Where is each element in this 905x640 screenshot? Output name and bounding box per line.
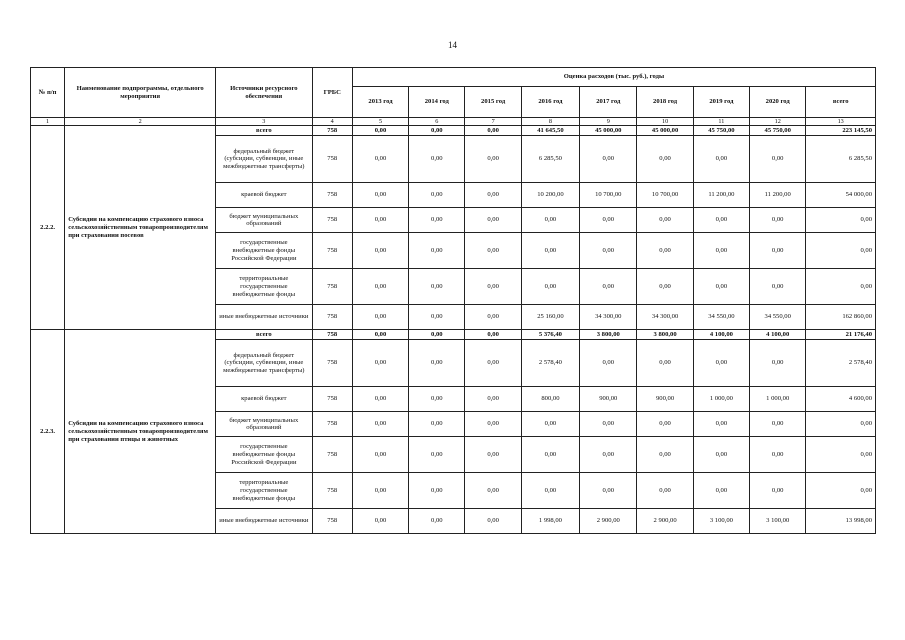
value-cell: 0,00 bbox=[409, 340, 465, 387]
header-year: 2018 год bbox=[637, 87, 693, 118]
value-cell: 0,00 bbox=[750, 340, 806, 387]
value-cell: 45 750,00 bbox=[693, 126, 749, 136]
value-cell: 0,00 bbox=[352, 233, 408, 269]
value-cell: 0,00 bbox=[352, 473, 408, 509]
value-cell: 0,00 bbox=[409, 208, 465, 233]
total-cell: 0,00 bbox=[806, 233, 876, 269]
header-year: 2019 год bbox=[693, 87, 749, 118]
value-cell: 0,00 bbox=[352, 183, 408, 208]
value-cell: 0,00 bbox=[580, 340, 637, 387]
value-cell: 0,00 bbox=[521, 233, 579, 269]
value-cell: 0,00 bbox=[521, 412, 579, 437]
value-cell: 0,00 bbox=[352, 305, 408, 330]
value-cell: 10 700,00 bbox=[580, 183, 637, 208]
value-cell: 0,00 bbox=[465, 509, 521, 534]
value-cell: 0,00 bbox=[637, 208, 693, 233]
value-cell: 0,00 bbox=[580, 136, 637, 183]
value-cell: 0,00 bbox=[465, 208, 521, 233]
value-cell: 0,00 bbox=[409, 136, 465, 183]
value-cell: 4 100,00 bbox=[693, 330, 749, 340]
total-cell: 223 145,50 bbox=[806, 126, 876, 136]
source-cell: иные внебюджетные источники bbox=[216, 509, 313, 534]
value-cell: 0,00 bbox=[637, 233, 693, 269]
value-cell: 0,00 bbox=[465, 136, 521, 183]
value-cell: 0,00 bbox=[637, 136, 693, 183]
header-year: 2014 год bbox=[409, 87, 465, 118]
value-cell: 34 300,00 bbox=[580, 305, 637, 330]
value-cell: 34 550,00 bbox=[693, 305, 749, 330]
header-sources: Источники ресурсного обеспечения bbox=[216, 68, 313, 118]
total-cell: 0,00 bbox=[806, 208, 876, 233]
index-cell: 1 bbox=[31, 118, 65, 126]
value-cell: 10 200,00 bbox=[521, 183, 579, 208]
total-cell: 54 000,00 bbox=[806, 183, 876, 208]
source-cell: краевой бюджет bbox=[216, 387, 313, 412]
index-cell: 3 bbox=[216, 118, 313, 126]
grbs-cell: 758 bbox=[312, 340, 352, 387]
index-cell: 10 bbox=[637, 118, 693, 126]
value-cell: 3 800,00 bbox=[637, 330, 693, 340]
value-cell: 1 000,00 bbox=[693, 387, 749, 412]
total-cell: 0,00 bbox=[806, 473, 876, 509]
source-cell: государственные внебюджетные фонды Российской Федерации bbox=[216, 437, 313, 473]
value-cell: 2 900,00 bbox=[580, 509, 637, 534]
index-cell: 6 bbox=[409, 118, 465, 126]
value-cell: 0,00 bbox=[693, 233, 749, 269]
value-cell: 0,00 bbox=[637, 437, 693, 473]
value-cell: 0,00 bbox=[465, 305, 521, 330]
value-cell: 0,00 bbox=[409, 412, 465, 437]
value-cell: 0,00 bbox=[352, 136, 408, 183]
index-cell: 2 bbox=[65, 118, 216, 126]
value-cell: 0,00 bbox=[465, 269, 521, 305]
value-cell: 25 160,00 bbox=[521, 305, 579, 330]
header-year: 2020 год bbox=[750, 87, 806, 118]
header-year: 2015 год bbox=[465, 87, 521, 118]
value-cell: 11 200,00 bbox=[750, 183, 806, 208]
value-cell: 0,00 bbox=[750, 437, 806, 473]
value-cell: 0,00 bbox=[580, 437, 637, 473]
value-cell: 0,00 bbox=[465, 330, 521, 340]
grbs-cell: 758 bbox=[312, 509, 352, 534]
value-cell: 0,00 bbox=[352, 208, 408, 233]
value-cell: 0,00 bbox=[693, 340, 749, 387]
header-year: 2013 год bbox=[352, 87, 408, 118]
value-cell: 3 100,00 bbox=[750, 509, 806, 534]
value-cell: 3 100,00 bbox=[693, 509, 749, 534]
index-cell: 12 bbox=[750, 118, 806, 126]
value-cell: 0,00 bbox=[352, 387, 408, 412]
value-cell: 0,00 bbox=[693, 208, 749, 233]
value-cell: 800,00 bbox=[521, 387, 579, 412]
total-cell: 0,00 bbox=[806, 437, 876, 473]
header-year: 2017 год bbox=[580, 87, 637, 118]
index-cell: 11 bbox=[693, 118, 749, 126]
value-cell: 0,00 bbox=[352, 412, 408, 437]
value-cell: 0,00 bbox=[409, 233, 465, 269]
source-cell: федеральный бюджет (субсидии, субвенции, иные межбюджетные трансферты) bbox=[216, 340, 313, 387]
grbs-cell: 758 bbox=[312, 183, 352, 208]
table-row bbox=[31, 330, 876, 340]
value-cell: 10 700,00 bbox=[637, 183, 693, 208]
index-cell: 4 bbox=[312, 118, 352, 126]
item-name: Субсидии на компенсацию страхового взноса сельскохозяйственным товаропроизводителям при страховании посевов bbox=[65, 126, 216, 330]
value-cell: 0,00 bbox=[465, 233, 521, 269]
header-name: Наименование подпрограммы, отдельного мероприятия bbox=[65, 68, 216, 118]
value-cell: 45 750,00 bbox=[750, 126, 806, 136]
value-cell: 11 200,00 bbox=[693, 183, 749, 208]
value-cell: 0,00 bbox=[693, 437, 749, 473]
value-cell: 45 000,00 bbox=[637, 126, 693, 136]
value-cell: 0,00 bbox=[409, 305, 465, 330]
header-num: № п/п bbox=[31, 68, 65, 118]
value-cell: 0,00 bbox=[352, 269, 408, 305]
value-cell: 34 550,00 bbox=[750, 305, 806, 330]
grbs-cell: 758 bbox=[312, 412, 352, 437]
budget-table bbox=[30, 67, 876, 534]
source-cell: федеральный бюджет (субсидии, субвенции, иные межбюджетные трансферты) bbox=[216, 136, 313, 183]
source-cell: территориальные государственные внебюджетные фонды bbox=[216, 269, 313, 305]
value-cell: 900,00 bbox=[580, 387, 637, 412]
grbs-cell: 758 bbox=[312, 126, 352, 136]
source-cell: бюджет муниципальных образований bbox=[216, 412, 313, 437]
value-cell: 0,00 bbox=[465, 473, 521, 509]
value-cell: 0,00 bbox=[750, 136, 806, 183]
value-cell: 1 998,00 bbox=[521, 509, 579, 534]
value-cell: 0,00 bbox=[409, 126, 465, 136]
value-cell: 0,00 bbox=[580, 208, 637, 233]
value-cell: 0,00 bbox=[693, 412, 749, 437]
header-estimate: Оценка расходов (тыс. руб.), годы bbox=[352, 68, 875, 87]
value-cell: 0,00 bbox=[465, 437, 521, 473]
value-cell: 0,00 bbox=[409, 183, 465, 208]
header-year: 2016 год bbox=[521, 87, 579, 118]
grbs-cell: 758 bbox=[312, 269, 352, 305]
value-cell: 0,00 bbox=[409, 330, 465, 340]
index-cell: 8 bbox=[521, 118, 579, 126]
item-name: Субсидии на компенсацию страхового взноса сельскохозяйственным товаропроизводителям при страховании птицы и животных bbox=[65, 330, 216, 534]
value-cell: 0,00 bbox=[693, 473, 749, 509]
value-cell: 4 100,00 bbox=[750, 330, 806, 340]
source-cell: всего bbox=[216, 126, 313, 136]
value-cell: 0,00 bbox=[465, 412, 521, 437]
total-cell: 13 998,00 bbox=[806, 509, 876, 534]
grbs-cell: 758 bbox=[312, 136, 352, 183]
value-cell: 34 300,00 bbox=[637, 305, 693, 330]
value-cell: 0,00 bbox=[409, 473, 465, 509]
total-cell: 162 860,00 bbox=[806, 305, 876, 330]
source-cell: иные внебюджетные источники bbox=[216, 305, 313, 330]
total-cell: 2 578,40 bbox=[806, 340, 876, 387]
value-cell: 0,00 bbox=[637, 473, 693, 509]
value-cell: 900,00 bbox=[637, 387, 693, 412]
index-cell: 9 bbox=[580, 118, 637, 126]
total-cell: 0,00 bbox=[806, 269, 876, 305]
value-cell: 2 578,40 bbox=[521, 340, 579, 387]
source-cell: краевой бюджет bbox=[216, 183, 313, 208]
value-cell: 0,00 bbox=[409, 437, 465, 473]
total-cell: 0,00 bbox=[806, 412, 876, 437]
value-cell: 41 645,50 bbox=[521, 126, 579, 136]
table-row bbox=[31, 126, 876, 136]
value-cell: 0,00 bbox=[637, 412, 693, 437]
header-total: всего bbox=[806, 87, 876, 118]
value-cell: 0,00 bbox=[521, 437, 579, 473]
value-cell: 0,00 bbox=[352, 437, 408, 473]
value-cell: 0,00 bbox=[465, 387, 521, 412]
grbs-cell: 758 bbox=[312, 473, 352, 509]
source-cell: бюджет муниципальных образований bbox=[216, 208, 313, 233]
grbs-cell: 758 bbox=[312, 387, 352, 412]
index-cell: 5 bbox=[352, 118, 408, 126]
value-cell: 1 000,00 bbox=[750, 387, 806, 412]
grbs-cell: 758 bbox=[312, 208, 352, 233]
index-cell: 7 bbox=[465, 118, 521, 126]
value-cell: 0,00 bbox=[637, 269, 693, 305]
item-code: 2.2.2. bbox=[31, 126, 65, 330]
grbs-cell: 758 bbox=[312, 330, 352, 340]
value-cell: 0,00 bbox=[750, 233, 806, 269]
value-cell: 0,00 bbox=[750, 473, 806, 509]
value-cell: 0,00 bbox=[750, 208, 806, 233]
total-cell: 6 285,50 bbox=[806, 136, 876, 183]
value-cell: 0,00 bbox=[521, 473, 579, 509]
value-cell: 0,00 bbox=[580, 233, 637, 269]
source-cell: государственные внебюджетные фонды Российской Федерации bbox=[216, 233, 313, 269]
source-cell: всего bbox=[216, 330, 313, 340]
value-cell: 0,00 bbox=[693, 269, 749, 305]
value-cell: 0,00 bbox=[409, 387, 465, 412]
source-cell: территориальные государственные внебюджетные фонды bbox=[216, 473, 313, 509]
value-cell: 0,00 bbox=[580, 412, 637, 437]
value-cell: 0,00 bbox=[352, 340, 408, 387]
value-cell: 2 900,00 bbox=[637, 509, 693, 534]
grbs-cell: 758 bbox=[312, 305, 352, 330]
grbs-cell: 758 bbox=[312, 233, 352, 269]
index-cell: 13 bbox=[806, 118, 876, 126]
value-cell: 0,00 bbox=[521, 208, 579, 233]
value-cell: 0,00 bbox=[465, 126, 521, 136]
page-number: 14 bbox=[448, 40, 457, 50]
value-cell: 0,00 bbox=[580, 269, 637, 305]
value-cell: 0,00 bbox=[750, 269, 806, 305]
value-cell: 0,00 bbox=[465, 183, 521, 208]
grbs-cell: 758 bbox=[312, 437, 352, 473]
value-cell: 0,00 bbox=[637, 340, 693, 387]
header-grbs: ГРБС bbox=[312, 68, 352, 118]
value-cell: 0,00 bbox=[352, 330, 408, 340]
value-cell: 0,00 bbox=[750, 412, 806, 437]
item-code: 2.2.3. bbox=[31, 330, 65, 534]
value-cell: 5 376,40 bbox=[521, 330, 579, 340]
value-cell: 3 800,00 bbox=[580, 330, 637, 340]
value-cell: 0,00 bbox=[580, 473, 637, 509]
value-cell: 0,00 bbox=[409, 509, 465, 534]
value-cell: 0,00 bbox=[352, 126, 408, 136]
value-cell: 0,00 bbox=[521, 269, 579, 305]
value-cell: 6 285,50 bbox=[521, 136, 579, 183]
value-cell: 0,00 bbox=[465, 340, 521, 387]
total-cell: 21 176,40 bbox=[806, 330, 876, 340]
value-cell: 45 000,00 bbox=[580, 126, 637, 136]
total-cell: 4 600,00 bbox=[806, 387, 876, 412]
value-cell: 0,00 bbox=[693, 136, 749, 183]
value-cell: 0,00 bbox=[409, 269, 465, 305]
value-cell: 0,00 bbox=[352, 509, 408, 534]
